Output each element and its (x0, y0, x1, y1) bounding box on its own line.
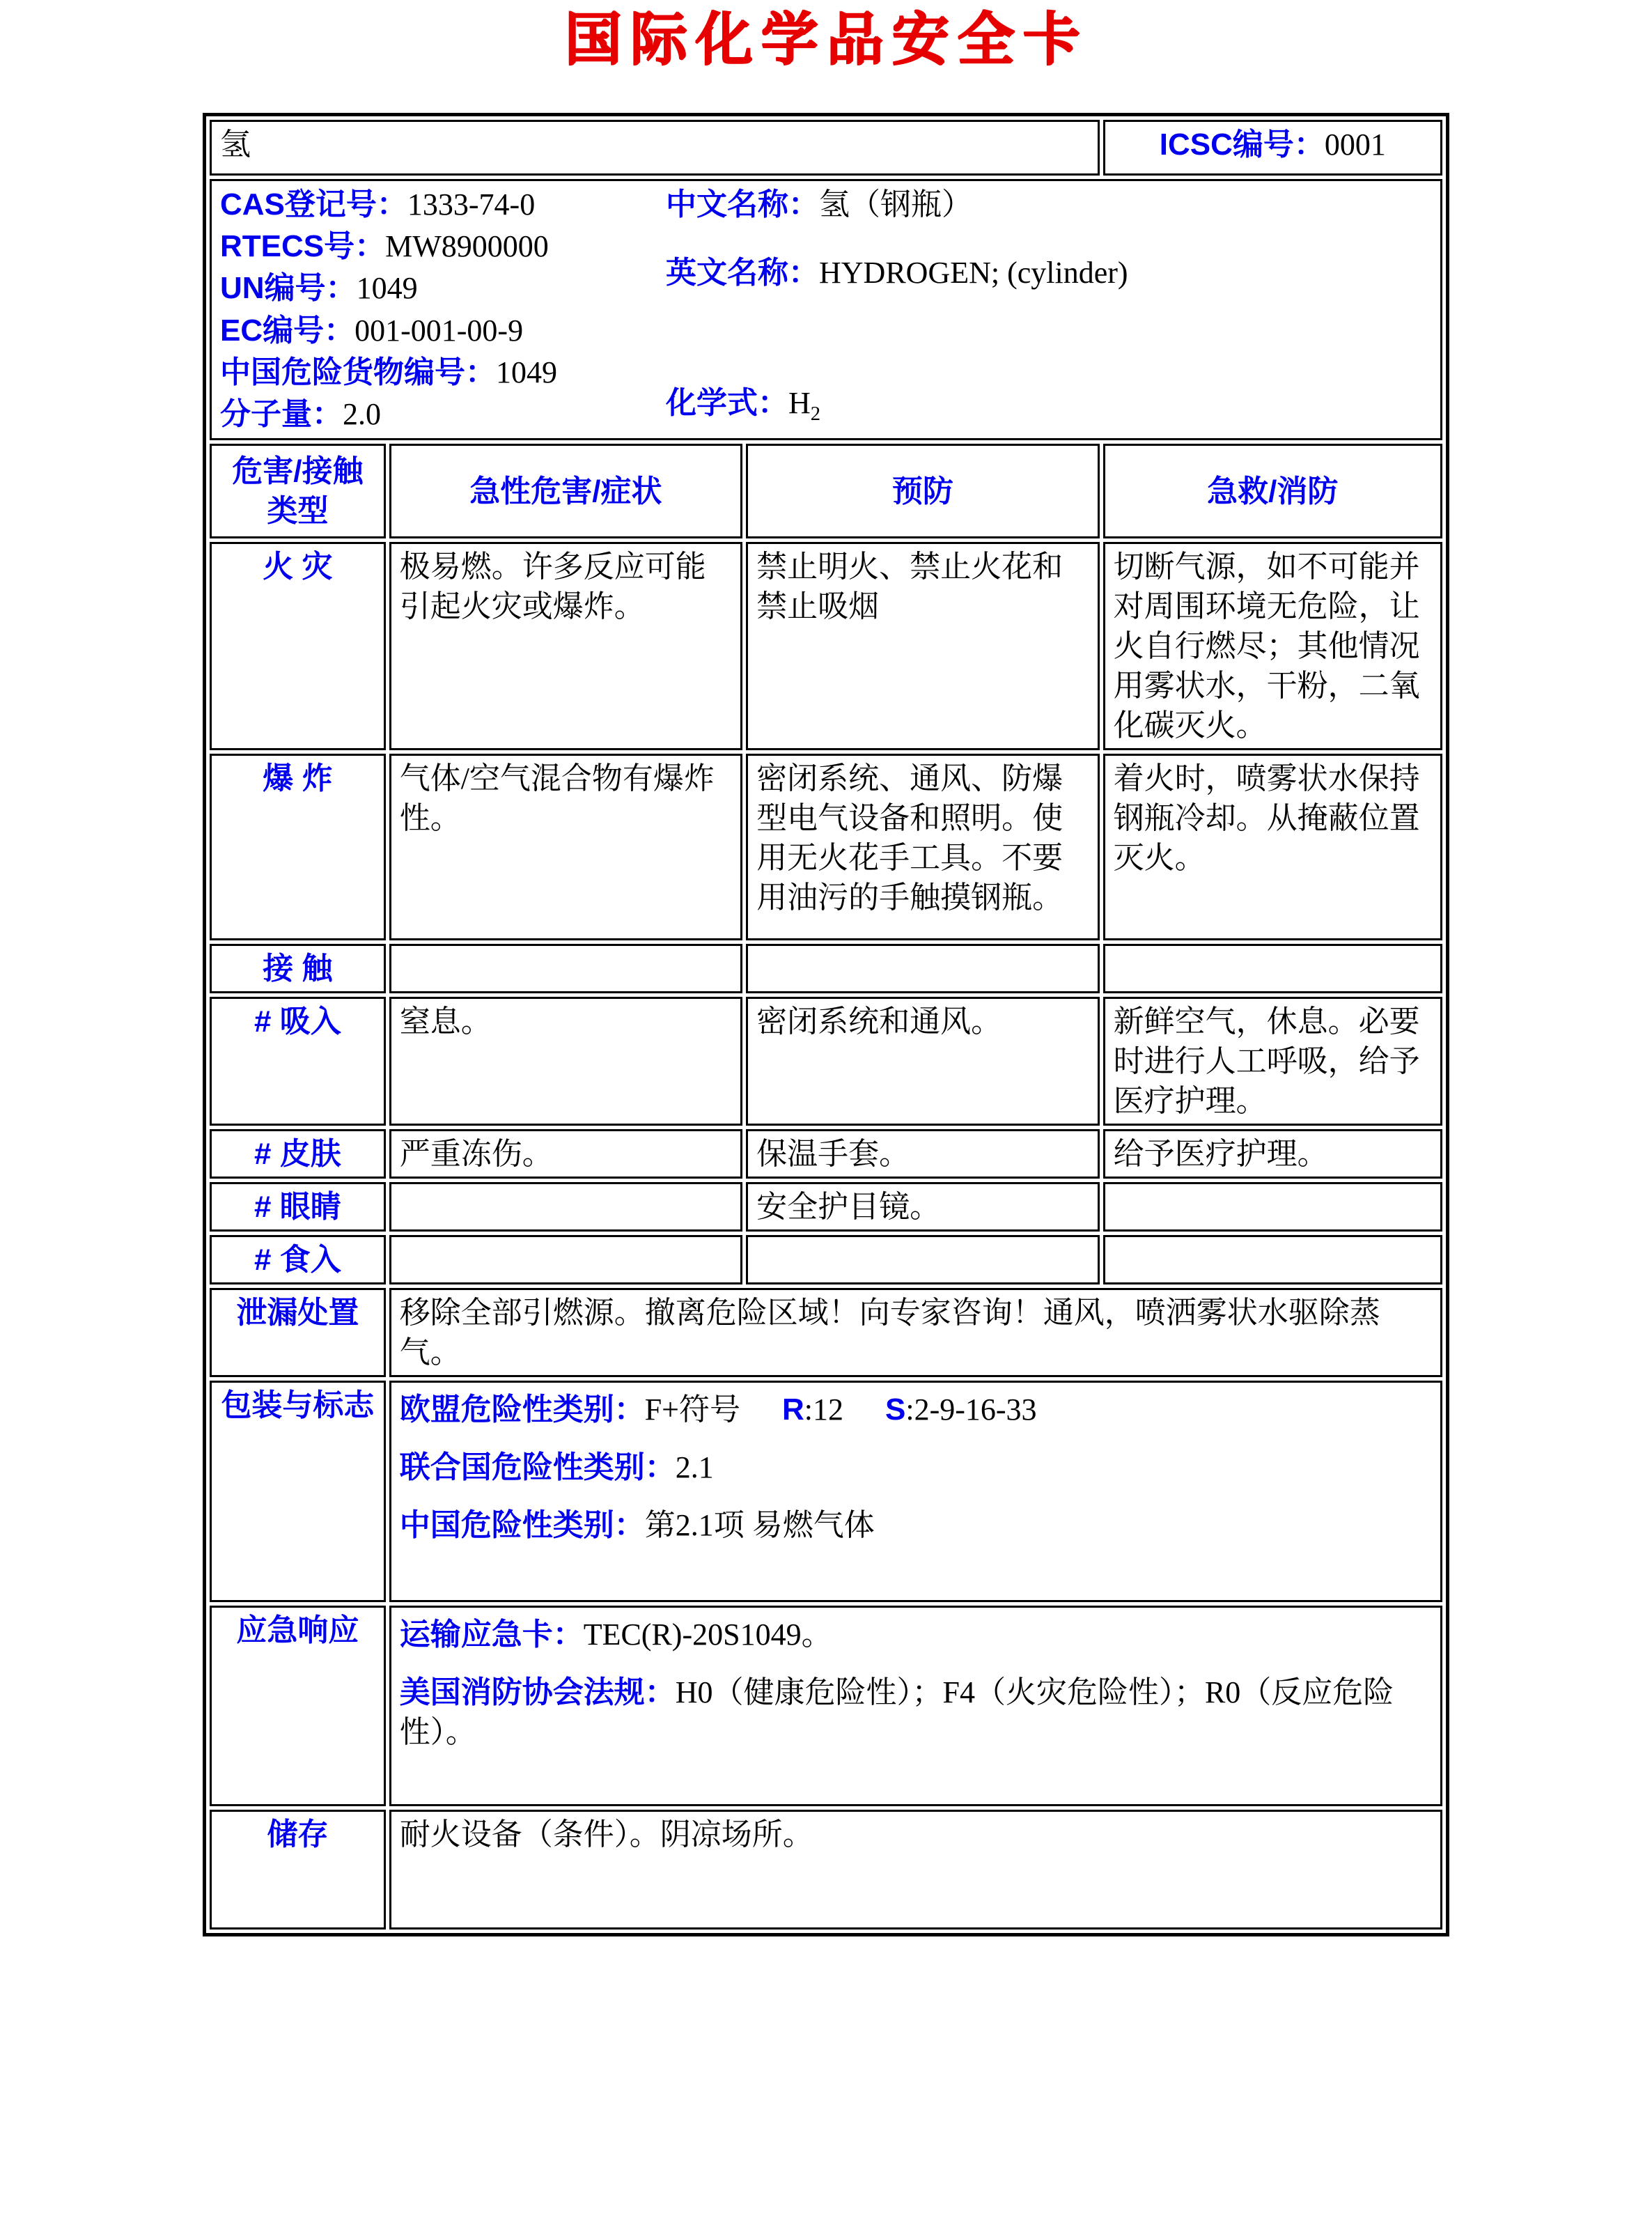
row-explosion (210, 754, 1442, 940)
row-eyes-symptoms (389, 1182, 742, 1232)
chemical-info-layout (220, 184, 1432, 435)
molecular-weight-label: 分子量： (220, 396, 343, 431)
rtecs-number-value: MW8900000 (385, 229, 549, 264)
hazard-table-header-row (210, 444, 1442, 538)
cas-number-line (220, 184, 666, 226)
rtecs-number-line (220, 226, 666, 267)
row-spill-label: 泄漏处置 (210, 1288, 386, 1377)
icsc-label: ICSC编号： (1159, 127, 1325, 162)
row-ingestion (210, 1235, 1442, 1284)
substance-name (210, 120, 1100, 176)
row-eyes-label: # 眼睛 (210, 1182, 386, 1232)
identifier-list (220, 184, 666, 435)
row-skin (210, 1129, 1442, 1179)
row-emergency-label: 应急响应 (210, 1606, 386, 1806)
row-contact-firstaid (1103, 944, 1442, 993)
china-dg-number-label: 中国危险货物编号： (220, 355, 496, 389)
row-explosion-label: 爆 炸 (210, 754, 386, 940)
info-row (210, 179, 1442, 440)
row-eyes-prevention: 安全护目镜。 (746, 1182, 1099, 1232)
row-eyes-firstaid (1103, 1182, 1442, 1232)
row-eyes (210, 1182, 1442, 1232)
un-hazard-class-value: 2.1 (675, 1450, 714, 1484)
row-packaging-label: 包装与标志 (210, 1381, 386, 1602)
row-contact-symptoms (389, 944, 742, 993)
nfpa-code-line (400, 1672, 1432, 1752)
icsc-number-cell (1103, 120, 1442, 176)
name-list (666, 184, 1432, 435)
header-acute-hazards: 急性危害/症状 (389, 444, 742, 538)
un-number-value: 1049 (356, 271, 418, 306)
row-emergency-content (389, 1606, 1442, 1806)
row-storage (210, 1810, 1442, 1930)
english-name-line (666, 252, 1432, 294)
ec-number-line (220, 310, 666, 352)
molecular-weight-line (220, 394, 666, 435)
chemical-formula-line (666, 382, 1432, 435)
chinese-name-value: 氢（钢瓶） (819, 187, 972, 222)
row-packaging (210, 1381, 1442, 1602)
un-hazard-class-label: 联合国危险性类别： (399, 1450, 676, 1484)
chemical-formula-label: 化学式： (666, 386, 788, 421)
row-fire (210, 542, 1442, 750)
row-inhalation (210, 997, 1442, 1126)
cas-number-value: 1333-74-0 (407, 187, 536, 222)
r-phrase-label: R (782, 1392, 804, 1427)
row-fire-symptoms: 极易燃。许多反应可能引起火灾或爆炸。 (389, 542, 742, 750)
row-emergency-response (210, 1606, 1442, 1806)
china-hazard-class-label: 中国危险性类别： (399, 1508, 645, 1542)
china-hazard-class-line (400, 1505, 1432, 1545)
header-prevention: 预防 (746, 444, 1099, 538)
row-storage-label: 储存 (210, 1810, 386, 1930)
formula-subscript: 2 (810, 403, 821, 425)
un-number-line (220, 267, 666, 309)
row-contact-label: 接 触 (210, 944, 386, 993)
rtecs-number-label: RTECS号： (220, 229, 386, 264)
molecular-weight-value: 2.0 (343, 396, 381, 431)
safety-card-table (203, 113, 1449, 1936)
eu-hazard-class-line (400, 1390, 1432, 1429)
row-ingestion-symptoms (389, 1235, 742, 1284)
row-storage-text: 耐火设备（条件）。阴凉场所。 (389, 1810, 1442, 1930)
header-first-aid: 急救/消防 (1103, 444, 1442, 538)
row-inhalation-firstaid: 新鲜空气，休息。必要时进行人工呼吸，给予医疗护理。 (1103, 997, 1442, 1126)
china-hazard-class-value: 第2.1项 易燃气体 (644, 1508, 875, 1542)
english-name-label: 英文名称： (666, 256, 819, 290)
row-ingestion-firstaid (1103, 1235, 1442, 1284)
row-fire-prevention: 禁止明火、禁止火花和禁止吸烟 (746, 542, 1099, 750)
r-phrase-value: :12 (804, 1392, 844, 1427)
chemical-formula-value (788, 386, 821, 425)
transport-emergency-card-label: 运输应急卡： (399, 1617, 584, 1652)
row-skin-symptoms: 严重冻伤。 (389, 1129, 742, 1179)
row-inhalation-symptoms: 窒息。 (389, 997, 742, 1126)
china-dg-number-line (220, 352, 666, 394)
chemical-info-cell (210, 179, 1442, 440)
transport-emergency-card-value: TEC(R)-20S1049。 (583, 1617, 832, 1652)
ec-number-value: 001-001-00-9 (354, 313, 524, 348)
row-packaging-content (389, 1381, 1442, 1602)
chinese-name-label: 中文名称： (666, 187, 819, 222)
row-fire-firstaid: 切断气源，如不可能并对周围环境无危险，让火自行燃尽；其他情况用雾状水，干粉，二氧化碳灭火。 (1103, 542, 1442, 750)
row-explosion-symptoms: 气体/空气混合物有爆炸性。 (389, 754, 742, 940)
row-ingestion-prevention (746, 1235, 1099, 1284)
row-skin-label: # 皮肤 (210, 1129, 386, 1179)
row-fire-label: 火 灾 (210, 542, 386, 750)
row-spill-disposal (210, 1288, 1442, 1377)
chinese-name-line (666, 184, 1432, 226)
china-dg-number-value: 1049 (496, 355, 557, 389)
header-hazard-type: 危害/接触类型 (210, 444, 386, 538)
nfpa-code-label: 美国消防协会法规： (399, 1675, 676, 1709)
transport-emergency-card-line (400, 1615, 1432, 1654)
un-number-label: UN编号： (220, 271, 357, 306)
row-contact (210, 944, 1442, 993)
row-skin-firstaid: 给予医疗护理。 (1103, 1129, 1442, 1179)
un-hazard-class-line (400, 1447, 1432, 1487)
ec-number-label: EC编号： (220, 313, 355, 348)
eu-hazard-class-value: F+符号 (644, 1392, 740, 1427)
icsc-number: 0001 (1324, 127, 1386, 162)
cas-number-label: CAS登记号： (220, 187, 407, 222)
row-spill-text: 移除全部引燃源。撤离危险区域！向专家咨询！通风，喷洒雾状水驱除蒸气。 (389, 1288, 1442, 1377)
formula-base: H (788, 386, 811, 421)
row-inhalation-prevention: 密闭系统和通风。 (746, 997, 1099, 1126)
row-explosion-prevention: 密闭系统、通风、防爆型电气设备和照明。使用无火花手工具。不要用油污的手触摸钢瓶。 (746, 754, 1099, 940)
row-inhalation-label: # 吸入 (210, 997, 386, 1126)
s-phrase-value: :2-9-16-33 (905, 1392, 1037, 1427)
eu-hazard-class-label: 欧盟危险性类别： (399, 1392, 645, 1427)
row-contact-prevention (746, 944, 1099, 993)
title-row (210, 120, 1442, 176)
row-ingestion-label: # 食入 (210, 1235, 386, 1284)
substance-name-text: 氢 (220, 127, 251, 162)
s-phrase-label: S (885, 1392, 906, 1427)
row-skin-prevention: 保温手套。 (746, 1129, 1099, 1179)
english-name-value: HYDROGEN; (cylinder) (819, 256, 1128, 290)
page-title: 国际化学品安全卡 (563, 8, 1088, 71)
row-explosion-firstaid: 着火时，喷雾状水保持钢瓶冷却。从掩蔽位置灭火。 (1103, 754, 1442, 940)
nfpa-code-value: H0（健康危险性）；F4（火灾危险性）；R0（反应危险性）。 (399, 1675, 1394, 1749)
